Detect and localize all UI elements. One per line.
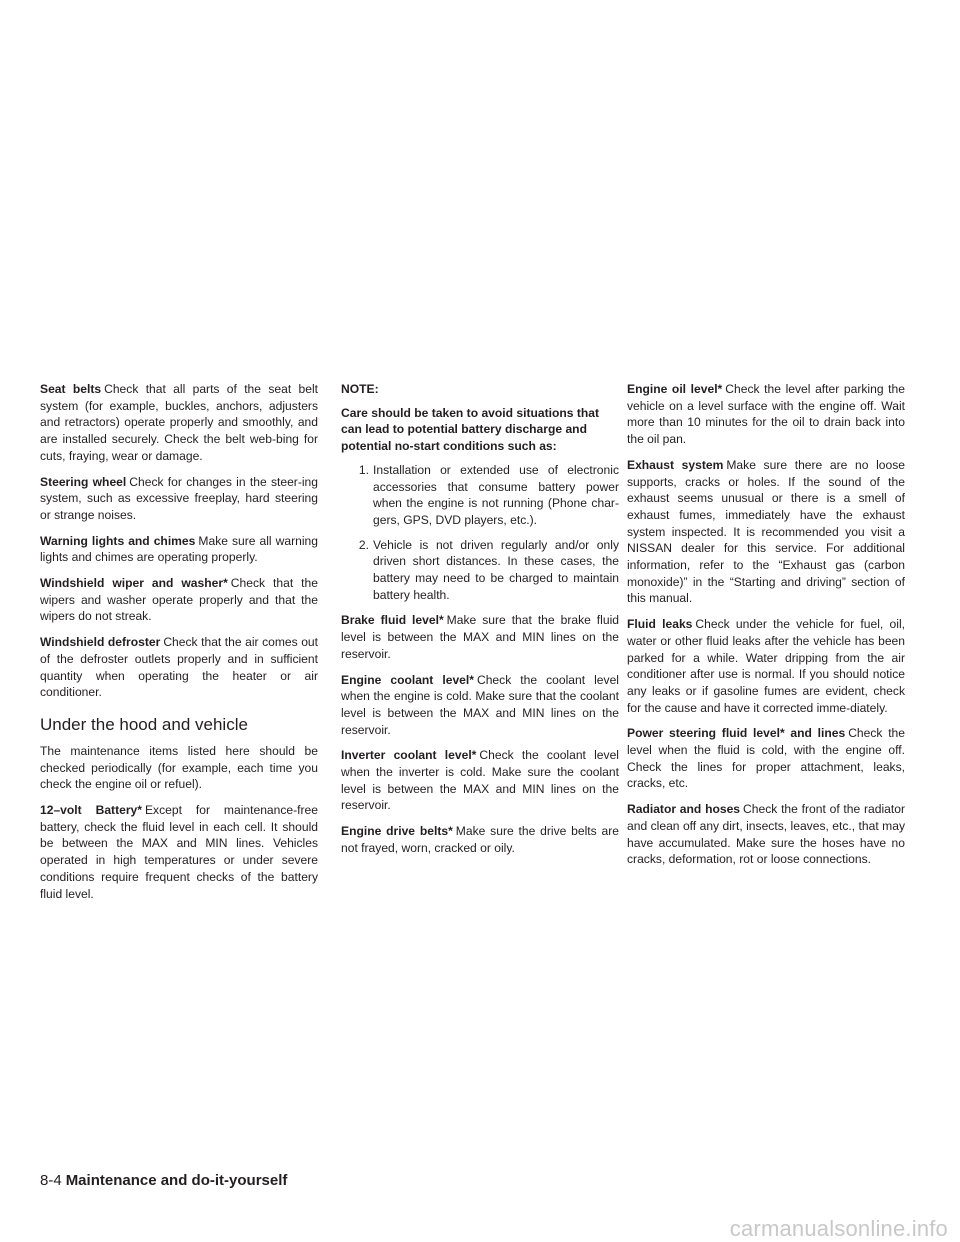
- item-term: Brake fluid level*: [341, 613, 444, 628]
- column-1: [40, 381, 318, 911]
- item-term: Engine oil level*: [627, 382, 723, 396]
- item-exhaust-system: [627, 457, 905, 607]
- note-title: NOTE:: [341, 382, 379, 396]
- item-term: Inverter coolant level*: [341, 748, 477, 763]
- item-brake-fluid: [341, 612, 619, 662]
- item-text: Make sure that the brake fluid level is between the MAX and MIN lines on the reservoir.: [341, 613, 619, 661]
- item-term: 12–volt Battery*: [40, 803, 142, 818]
- item-engine-coolant: [341, 672, 619, 739]
- section-heading: Under the hood and vehicle: [40, 714, 248, 734]
- page-footer: [40, 1172, 287, 1190]
- list-text: Installation or extended use of electronic accessories that consume battery power when the engine is not running (Phone char-gers, GPS, DVD players, etc.).: [373, 462, 619, 527]
- item-term: Exhaust system: [627, 457, 724, 472]
- item-radiator-hoses: [627, 801, 905, 868]
- list-number: 1.: [358, 462, 369, 477]
- page-number: 8-4: [40, 1172, 62, 1189]
- item-text: Check the level after parking the vehicle on a level surface with the engine off. Wait more than 10 minutes for the oil to drain back into the oil pan.: [627, 382, 905, 447]
- item-inverter-coolant: [341, 747, 619, 814]
- item-text: Check that the wipers and washer operate properly and that the wipers do not streak.: [40, 576, 318, 624]
- item-term: Radiator and hoses: [627, 802, 741, 817]
- item-windshield-wiper: [40, 575, 318, 625]
- column-3: [627, 381, 905, 877]
- item-term: Engine coolant level*: [341, 672, 474, 687]
- item-engine-oil: [627, 381, 905, 448]
- item-term: Seat belts: [40, 382, 102, 396]
- item-text: Except for maintenance-free battery, check the fluid level in each cell. It should be between the MAX and MIN lines. Vehicles operated in high temperatures or under severe conditions require frequent checks of the battery fluid level.: [40, 803, 319, 901]
- item-text: Make sure the drive belts are not frayed, worn, cracked or oily.: [341, 824, 619, 855]
- item-battery: [40, 802, 318, 902]
- note-list: [341, 462, 619, 604]
- list-number: 2.: [358, 537, 369, 552]
- section-intro: The maintenance items listed here should be checked periodically (for example, each time you check the engine oil or refuel).: [40, 743, 318, 792]
- note-lead: Care should be taken to avoid situations that can lead to potential battery discharge and potential no-start conditions such as:: [341, 405, 600, 454]
- list-text: Vehicle is not driven regularly and/or only driven short distances. In these cases, the battery may need to be charged to maintain battery health.: [373, 537, 619, 602]
- item-text: Check the coolant level when the inverter is cold. Make sure the coolant level is between the MAX and MIN lines on the reservoir.: [341, 748, 619, 813]
- item-term: Power steering fluid level* and lines: [627, 726, 846, 741]
- item-text: Check the front of the radiator and clean off any dirt, insects, leaves, etc., that may have accumulated. Make sure the hoses have no cracks, deformation, rot or loose connections.: [627, 802, 906, 867]
- item-fluid-leaks: [627, 616, 905, 716]
- column-2: [341, 381, 619, 866]
- item-power-steering: [627, 725, 905, 792]
- item-steering-wheel: [40, 474, 318, 524]
- item-text: Check the level when the fluid is cold, with the engine off. Check the lines for proper attachment, leaks, cracks, etc.: [627, 726, 906, 791]
- item-text: Check the coolant level when the engine is cold. Make sure that the coolant level is between the MAX and MIN lines on the reservoir.: [341, 672, 619, 737]
- list-item: [341, 462, 619, 529]
- item-drive-belts: [341, 823, 619, 856]
- item-term: Windshield wiper and washer*: [40, 576, 228, 591]
- item-term: Steering wheel: [40, 474, 127, 489]
- item-warning-lights: [40, 533, 318, 566]
- item-text: Check for changes in the steer-ing system, such as excessive freeplay, hard steering or strange noises.: [40, 474, 318, 522]
- item-term: Engine drive belts*: [341, 824, 453, 839]
- chapter-title: Maintenance and do-it-yourself: [65, 1172, 288, 1189]
- item-text: Make sure there are no loose supports, cracks or holes. If the sound of the exhaust seems unusual or there is a smell of exhaust fumes, immediately have the exhaust system inspected. It is recommended you visit a NISSAN dealer for this service. For additional information, refer to the “Exhaust gas (carbon monoxide)” in the “Starting and driving” section of this manual.: [627, 457, 905, 606]
- watermark: carmanualsonline.info: [729, 1216, 948, 1241]
- list-item: [341, 537, 619, 604]
- item-term: Warning lights and chimes: [40, 533, 196, 548]
- item-text: Make sure all warning lights and chimes are operating properly.: [40, 533, 318, 565]
- item-windshield-defroster: [40, 634, 318, 701]
- item-text: Check that the air comes out of the defroster outlets properly and in sufficient quantity when operating the heater or air conditioner.: [40, 635, 319, 700]
- item-term: Fluid leaks: [627, 617, 693, 632]
- item-term: Windshield defroster: [40, 635, 161, 650]
- item-seat-belts: [40, 381, 318, 465]
- item-text: Check that all parts of the seat belt system (for example, buckles, anchors, adjusters and retractors) operate properly and smoothly, and are installed securely. Check the belt web-bing for cuts, fraying, wear or damage.: [40, 382, 318, 463]
- item-text: Check under the vehicle for fuel, oil, water or other fluid leaks after the vehicle has been parked for a while. Water dripping from the air conditioner after use is normal. If you should notice any leaks or if gasoline fumes are evident, check for the cause and have it corrected imme-diately.: [627, 617, 905, 715]
